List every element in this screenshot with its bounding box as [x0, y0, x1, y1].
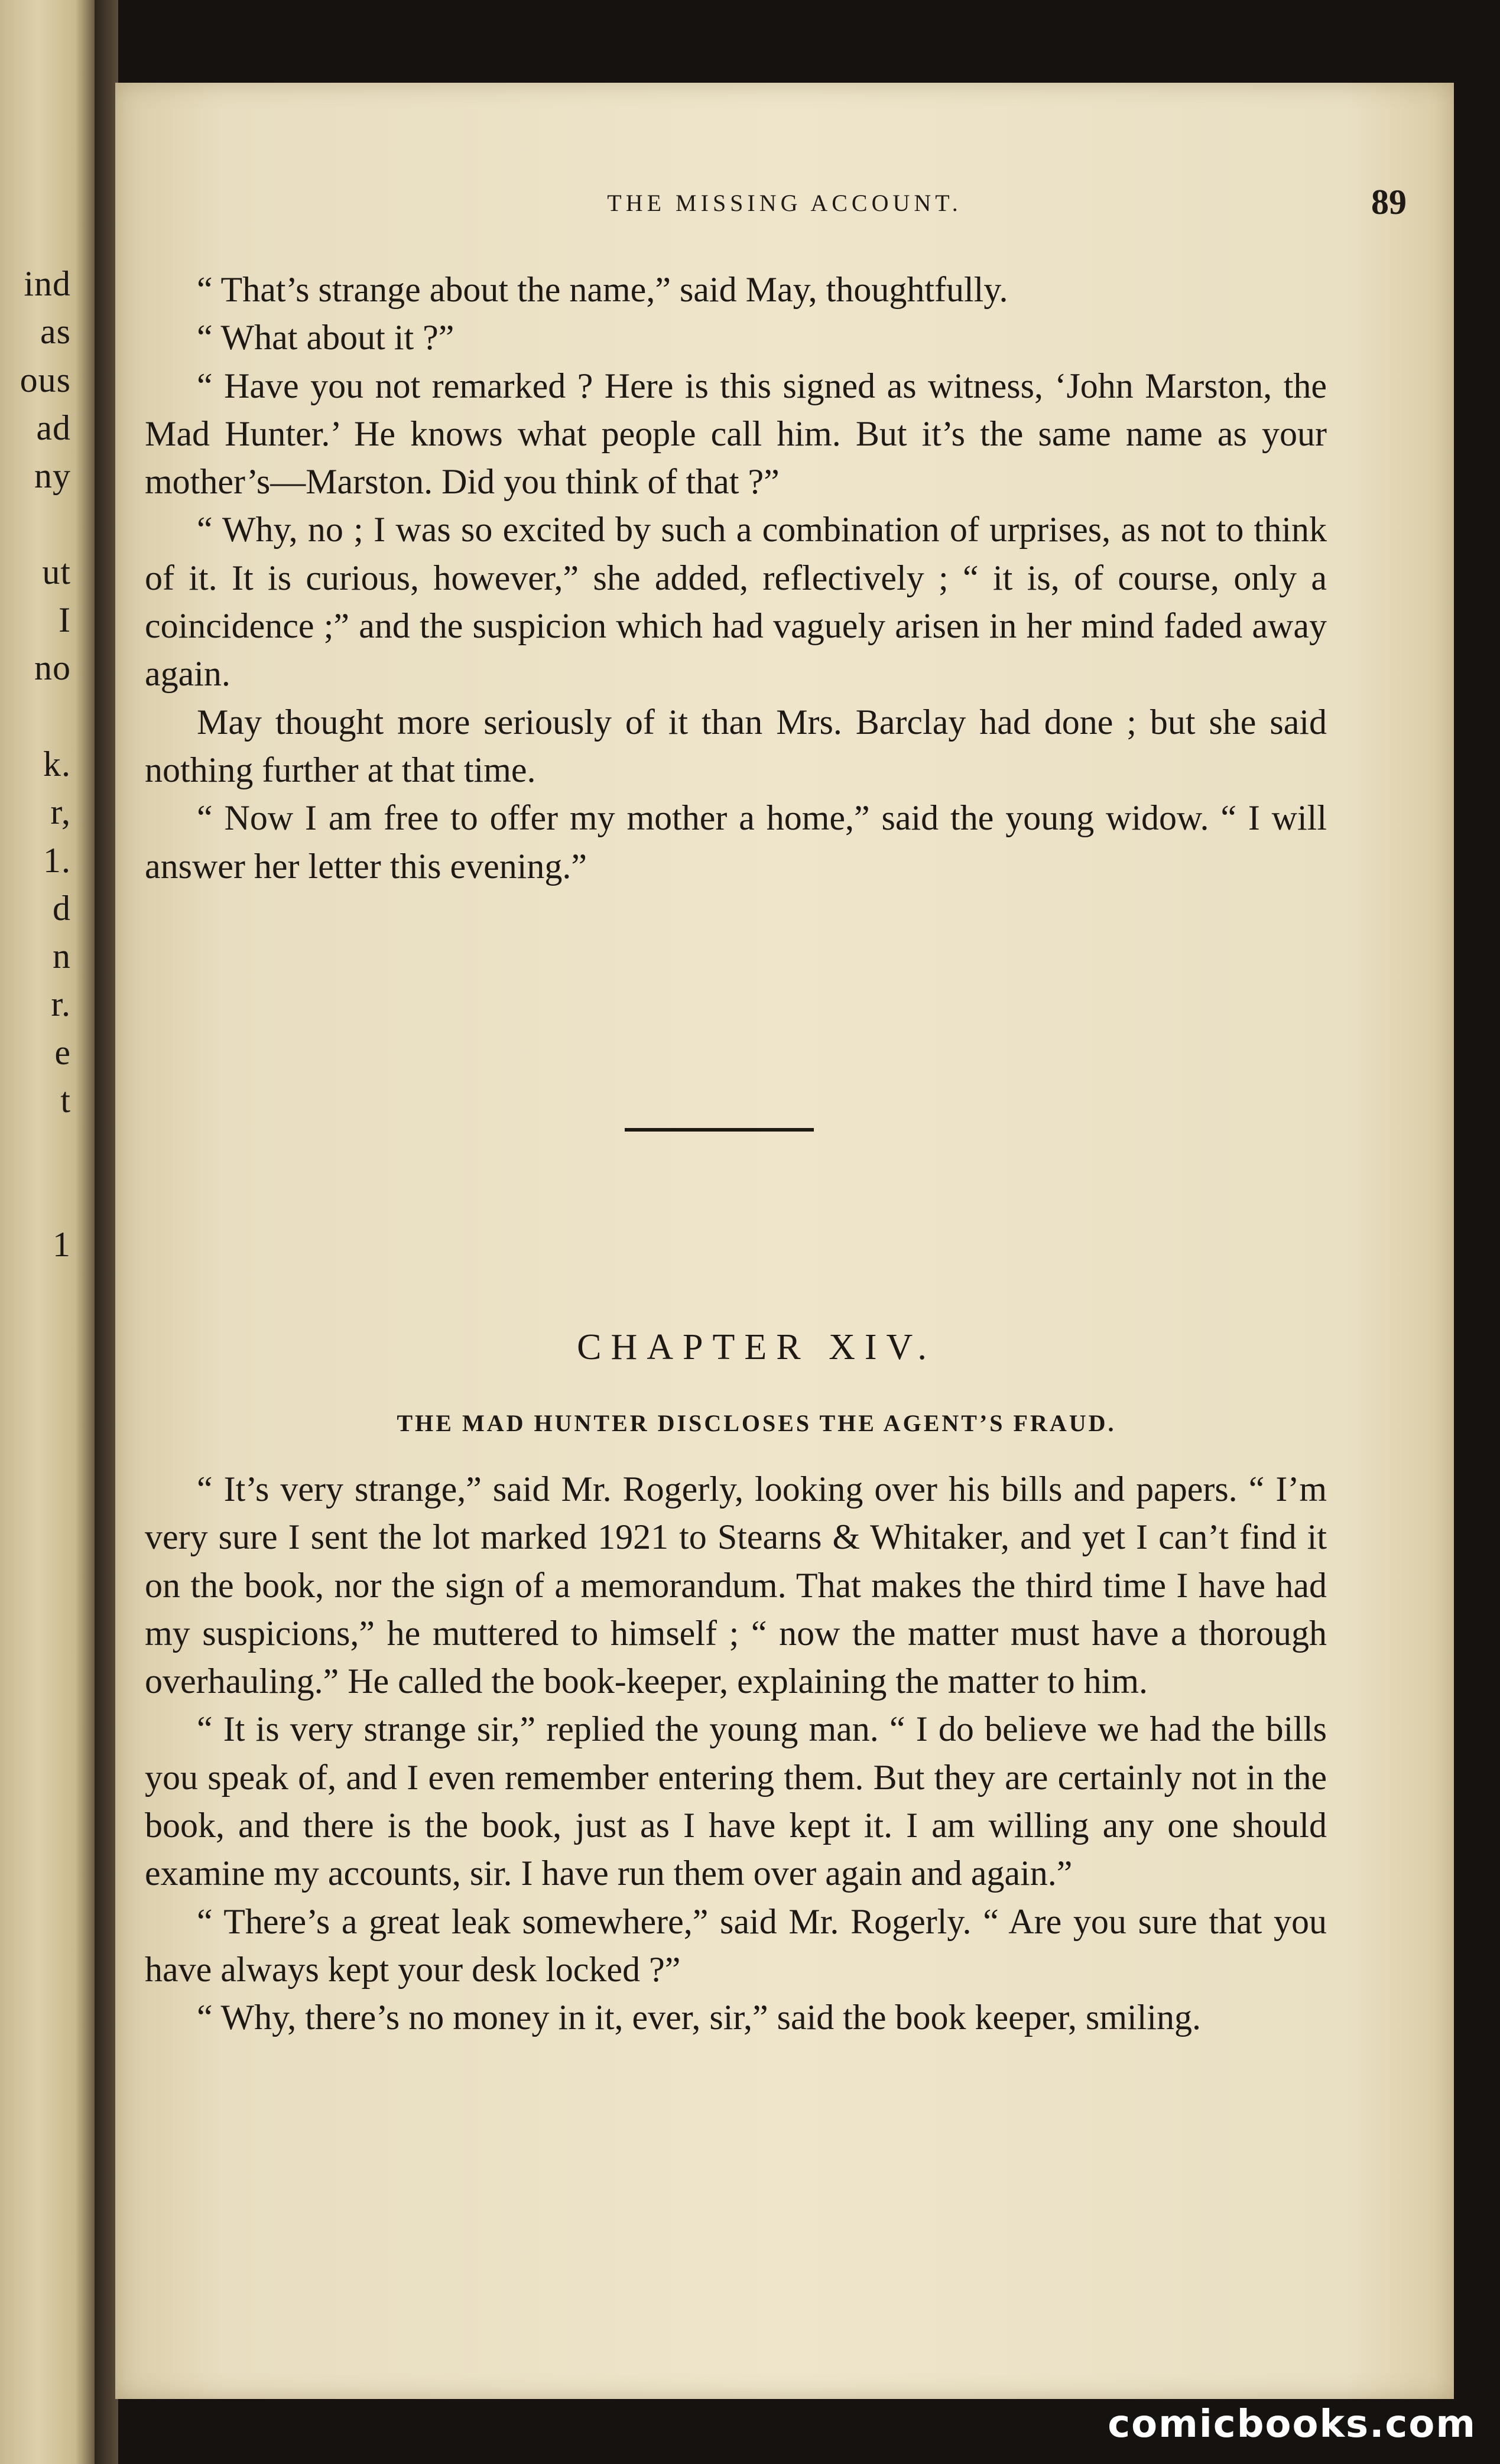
margin-fragment: t: [60, 1081, 71, 1120]
margin-fragment: ad: [36, 408, 71, 447]
margin-fragment: 1.: [43, 840, 71, 880]
left-margin-text-fragments: [0, 260, 71, 1413]
section-divider-rule: [625, 1128, 814, 1132]
margin-fragment: no: [34, 648, 71, 688]
site-watermark: comicbooks.com: [1108, 2403, 1476, 2446]
paragraph: “ It is very strange sir,” replied the young man. “ I do believe we had the bills you speak of, and I even remember entering them. But they are certainly not in the book, and there is the book, just as I have kept it. I am willing any one should examine my accounts, sir. I have run them over again and again.”: [145, 1709, 1327, 1893]
margin-fragment: ny: [34, 456, 71, 496]
paragraph: “ Why, there’s no money in it, ever, sir,” said the book keeper, smiling.: [197, 1998, 1202, 2037]
chapter-body-text: [145, 1465, 1327, 2042]
paragraph: “ It’s very strange,” said Mr. Rogerly, looking over his bills and papers. “ I’m very sure I sent the lot marked 1921 to Stearns & Whitaker, and yet I can’t find it on the book, nor the sign of a memorandum. That makes the third time I have had my suspicions,” he muttered to himself ; “ now the matter must have a thorough overhauling.” He called the book-keeper, explaining the matter to him.: [145, 1470, 1327, 1701]
chapter-subtitle: THE MAD HUNTER DISCLOSES THE AGENT’S FRAUD.: [397, 1410, 1116, 1436]
paragraph: “ Now I am free to offer my mother a home,” said the young widow. “ I will answer her letter this evening.”: [145, 798, 1327, 886]
margin-fragment: [0, 1365, 71, 1413]
margin-fragment: n: [53, 937, 71, 976]
paragraph: “ What about it ?”: [197, 318, 454, 357]
margin-fragment: k.: [43, 744, 71, 784]
text-before-chapter-break: [145, 266, 1327, 890]
book-gutter: [95, 0, 118, 2464]
page-number: 89: [1371, 183, 1407, 222]
margin-fragment: r.: [51, 984, 71, 1024]
margin-fragment: ut: [42, 552, 71, 591]
margin-fragment: [0, 693, 71, 740]
running-head: THE MISSING ACCOUNT.: [607, 190, 962, 216]
book-page: [115, 83, 1454, 2399]
paragraph: “ Have you not remarked ? Here is this signed as witness, ‘John Marston, the Mad Hunter.’ He knows what people call him. But it’s the same name as your mother’s—Marston. Did you think of that ?”: [145, 366, 1327, 502]
margin-fragment: [0, 1269, 71, 1316]
margin-fragment: d: [53, 888, 71, 928]
margin-fragment: [0, 1124, 71, 1172]
margin-fragment: ind: [24, 264, 71, 303]
margin-fragment: [0, 1173, 71, 1221]
margin-fragment: [0, 500, 71, 548]
paragraph: “ Why, no ; I was so excited by such a combination of urprises, as not to think of it. It is curious, however,” she added, reflectively ; “ it is, of course, only a coincidence ;” and the suspicion which had vaguely arisen in her mind faded away again.: [145, 510, 1327, 694]
left-facing-page: [0, 0, 95, 2464]
margin-fragment: ous: [20, 360, 71, 399]
chapter-heading: CHAPTER XIV.: [577, 1327, 936, 1367]
margin-fragment: e: [54, 1032, 71, 1072]
paragraph: “ There’s a great leak somewhere,” said Mr. Rogerly. “ Are you sure that you have always kept your desk locked ?”: [145, 1901, 1327, 1989]
margin-fragment: r,: [50, 792, 71, 832]
margin-fragment: I: [59, 600, 71, 640]
margin-fragment: [0, 1317, 71, 1365]
margin-fragment: as: [40, 312, 71, 352]
paragraph: May thought more seriously of it than Mrs. Barclay had done ; but she said nothing further at that time.: [145, 702, 1327, 789]
paragraph: “ That’s strange about the name,” said May, thoughtfully.: [197, 270, 1008, 309]
margin-fragment: 1: [53, 1224, 71, 1264]
